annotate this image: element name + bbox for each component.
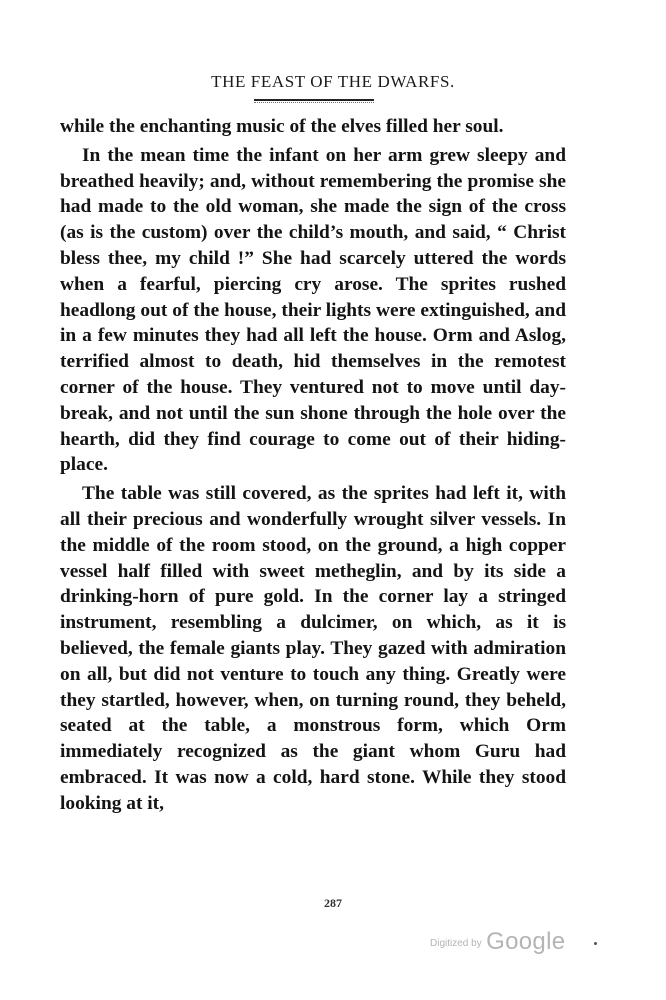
page-number: 287: [324, 896, 342, 910]
scan-speck: [594, 942, 597, 945]
watermark-prefix: Digitized by: [430, 938, 482, 949]
running-title: THE FEAST OF THE DWARFS.: [211, 72, 455, 91]
page-body: [60, 114, 566, 817]
header-rule: [254, 99, 374, 101]
paragraph: The table was still covered, as the sprites had left it, with all their precious and wonderfully wrought silver vessels. In the middle of the room stood, on the ground, a high copper vessel half filled with sweet metheglin, and by its side a drinking-horn of pure gold. In the corner lay a stringed instrument, resembling a dulcimer, on which, as it is believed, the female giants play. They gazed with admiration on all, but did not venture to touch any thing. Greatly were they startled, however, when, on turning round, they beheld, seated at the table, a monstrous form, which Orm immediately recognized as the giant whom Guru had embraced. It was now a cold, hard stone. While they stood looking at it,: [60, 483, 566, 814]
paragraph-continuation: while the enchanting music of the elves filled her soul.: [60, 116, 504, 137]
digitized-watermark: [430, 928, 565, 956]
paragraph: In the mean time the infant on her arm grew sleepy and breathed heavily; and, without remembering the promise she had made to the old woman, she made the sign of the cross (as is the custom) over the child’s mouth, and said, “ Christ bless thee, my child !” She had scarcely uttered the words when a fearful, piercing cry arose. The sprites rushed headlong out of the house, their lights were extinguished, and in a few minutes they had all left the house. Orm and Aslog, terrified almost to death, hid themselves in the remotest corner of the house. They ventured not to move until day-break, and not until the sun shone through the hole over the hearth, did they find courage to come out of their hiding-place.: [60, 144, 566, 476]
google-logo: Google: [486, 928, 566, 955]
header-rule-dotted: [254, 102, 374, 103]
